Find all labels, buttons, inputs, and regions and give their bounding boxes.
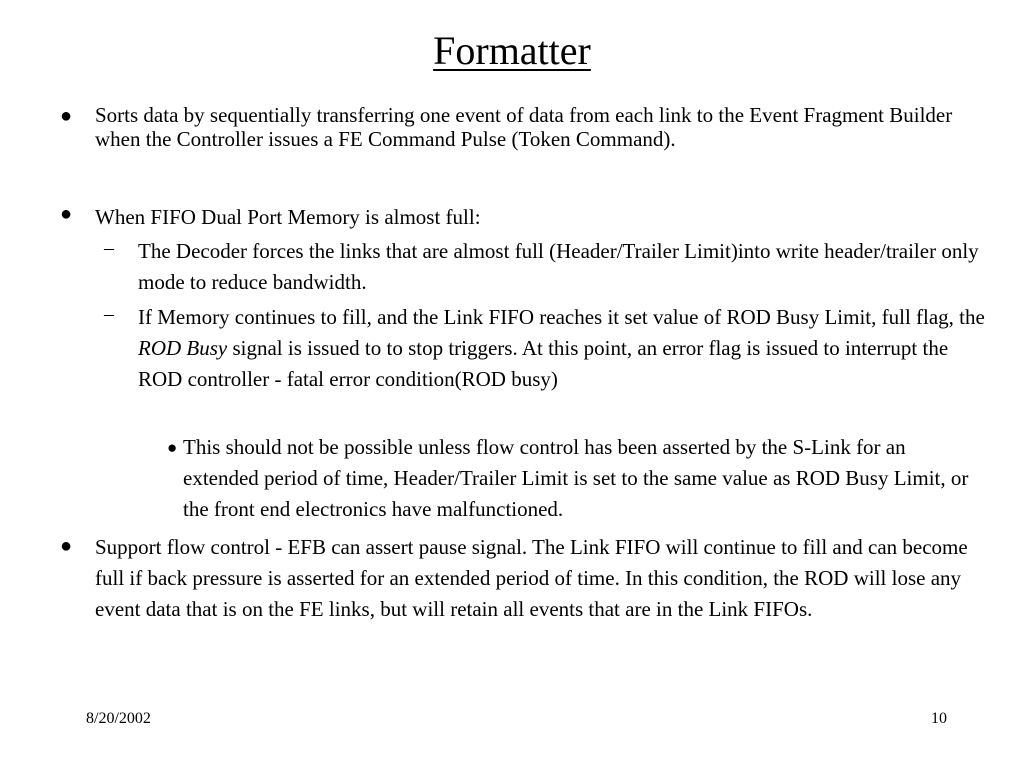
bullet-dot-icon: ● bbox=[60, 535, 73, 557]
dash-icon: – bbox=[104, 237, 114, 259]
bullet-text: When FIFO Dual Port Memory is almost full: bbox=[95, 205, 481, 229]
footer-page-number: 10 bbox=[931, 710, 947, 727]
bullet-dot-icon: ● bbox=[60, 105, 73, 127]
bullet-text: Support flow control - EFB can assert pause signal. The Link FIFO will continue to fill and can become full if back pressure is asserted for an extended period of time. In this condition, the ROD will lose any event data that is on the FE links, but will retain all events that are in the Link FIFOs. bbox=[95, 535, 968, 621]
sub-bullet-text: The Decoder forces the links that are almost full (Header/Trailer Limit)into write header/trailer only mode to reduce bandwidth. bbox=[138, 239, 979, 294]
sub-bullet-text-part: signal is issued to to stop triggers. At this point, an error flag is issued to interrupt the ROD controller - fatal error condition(ROD busy) bbox=[138, 336, 949, 391]
third-level-bullet-text: This should not be possible unless flow control has been asserted by the S-Link for an extended period of time, Header/Trailer Limit is set to the same value as ROD Busy Limit, or the front end electronics have malfunctioned. bbox=[183, 435, 969, 521]
bullet-text: Sorts data by sequentially transferring one event of data from each link to the Event Fragment Builder when the Controller issues a FE Command Pulse (Token Command). bbox=[95, 103, 953, 151]
dash-icon: – bbox=[104, 303, 114, 325]
footer-date: 8/20/2002 bbox=[86, 710, 151, 727]
bullet-dot-icon: ● bbox=[60, 203, 73, 225]
sub-bullet-text-part: If Memory continues to fill, and the Link FIFO reaches it set value of ROD Busy Limit, full flag, the bbox=[138, 305, 985, 329]
slide-title: Formatter bbox=[433, 28, 591, 73]
bullet-dot-icon: ● bbox=[167, 438, 178, 457]
sub-bullet-text bbox=[138, 302, 988, 395]
rod-busy-signal-name: ROD Busy bbox=[138, 336, 228, 360]
